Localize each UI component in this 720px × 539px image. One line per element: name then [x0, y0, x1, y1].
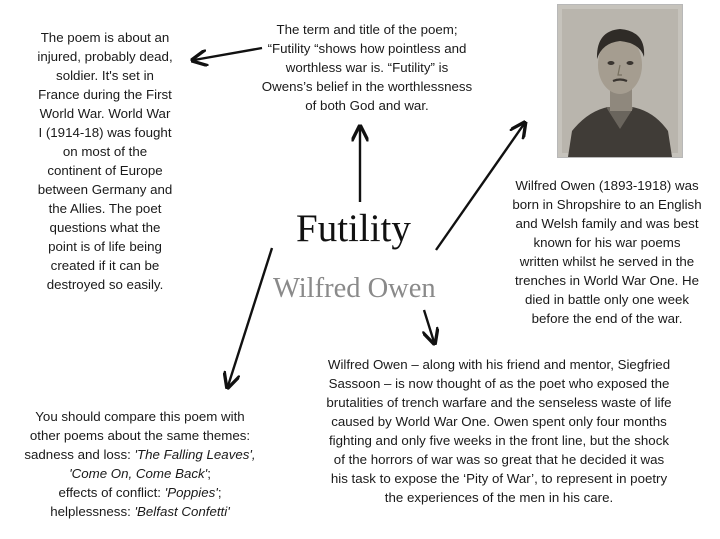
poem-title: Futility — [296, 207, 411, 250]
sassoon-line: Sassoon – is now thought of as the poet who exposed the — [328, 376, 670, 391]
poem-reference: 'Come On, Come Back' — [69, 466, 208, 481]
compare-note — [14, 407, 266, 521]
biography-line: known for his war poems — [533, 235, 681, 250]
portrait-photo — [558, 5, 682, 157]
subject-line: The poem is about an — [40, 30, 170, 45]
theme-label: effects of conflict: — [58, 485, 165, 500]
title-meaning-line: Owens’s belief in the worthlessness — [261, 79, 473, 94]
biography-line: died in battle only one week — [524, 292, 690, 307]
theme-label: helplessness: — [50, 504, 135, 519]
compare-line: other poems about the same themes: — [29, 428, 251, 443]
biography-line: written whilst he served in the — [519, 254, 695, 269]
sassoon-line: brutalities of trench warfare and the senseless waste of life — [326, 395, 672, 410]
sassoon-line: the experiences of the men in his care. — [384, 490, 614, 505]
arrow-to-compare — [228, 248, 272, 386]
compare-line — [14, 445, 266, 464]
title-meaning-line: worthless war is. “Futility” is — [285, 60, 449, 75]
compare-line: You should compare this poem with — [35, 409, 245, 424]
portrait-icon — [558, 5, 682, 157]
subject-line: created if it can be — [50, 258, 160, 273]
subject-line: point is of life being — [48, 239, 162, 254]
subject-line: France during the First — [38, 87, 172, 102]
sassoon-line: caused by World War One. Owen spent only four months — [331, 414, 667, 429]
sassoon-line: Wilfred Owen – along with his friend and mentor, Siegfried — [327, 357, 671, 372]
title-meaning-note — [256, 20, 478, 115]
subject-line: World War. World War — [39, 106, 171, 121]
poem-reference: 'The Falling Leaves', — [134, 447, 256, 462]
punctuation: ; — [217, 485, 222, 500]
subject-line: on most of the — [62, 144, 148, 159]
compare-line — [14, 483, 266, 502]
subject-line: questions what the — [49, 220, 161, 235]
sassoon-note — [306, 355, 692, 507]
biography-line: Wilfred Owen (1893-1918) was — [515, 178, 699, 193]
biography-note — [496, 176, 718, 328]
title-meaning-line: The term and title of the poem; — [276, 22, 458, 37]
subject-line: the Allies. The poet — [48, 201, 162, 216]
sassoon-line: fighting and only five weeks in the front line, but the shock — [328, 433, 669, 448]
theme-label: sadness and loss: — [24, 447, 135, 462]
title-meaning-line: of both God and war. — [305, 98, 429, 113]
biography-line: born in Shropshire to an English — [512, 197, 702, 212]
compare-line — [14, 502, 266, 521]
arrow-to-sassoon — [424, 310, 434, 342]
poem-author: Wilfred Owen — [273, 273, 436, 304]
poem-reference: 'Belfast Confetti' — [134, 504, 230, 519]
biography-line: and Welsh family and was best — [515, 216, 699, 231]
biography-line: trenches in World War One. He — [514, 273, 699, 288]
subject-line: continent of Europe — [47, 163, 163, 178]
poem-reference: 'Poppies' — [164, 485, 218, 500]
sassoon-line: his task to expose the ‘Pity of War’, to represent in poetry — [330, 471, 668, 486]
title-meaning-line: “Futility “shows how pointless and — [267, 41, 467, 56]
subject-line: destroyed so easily. — [46, 277, 164, 292]
subject-line: between Germany and — [37, 182, 173, 197]
subject-line: soldier. It's set in — [56, 68, 154, 83]
biography-line: before the end of the war. — [531, 311, 683, 326]
compare-line — [14, 464, 266, 483]
subject-line: injured, probably dead, — [37, 49, 173, 64]
subject-note — [20, 28, 190, 294]
subject-line: I (1914-18) was fought — [38, 125, 172, 140]
arrow-to-subject — [194, 48, 262, 60]
sassoon-line: of the horrors of war was so great that he decided it was — [333, 452, 665, 467]
punctuation: ; — [207, 466, 211, 481]
